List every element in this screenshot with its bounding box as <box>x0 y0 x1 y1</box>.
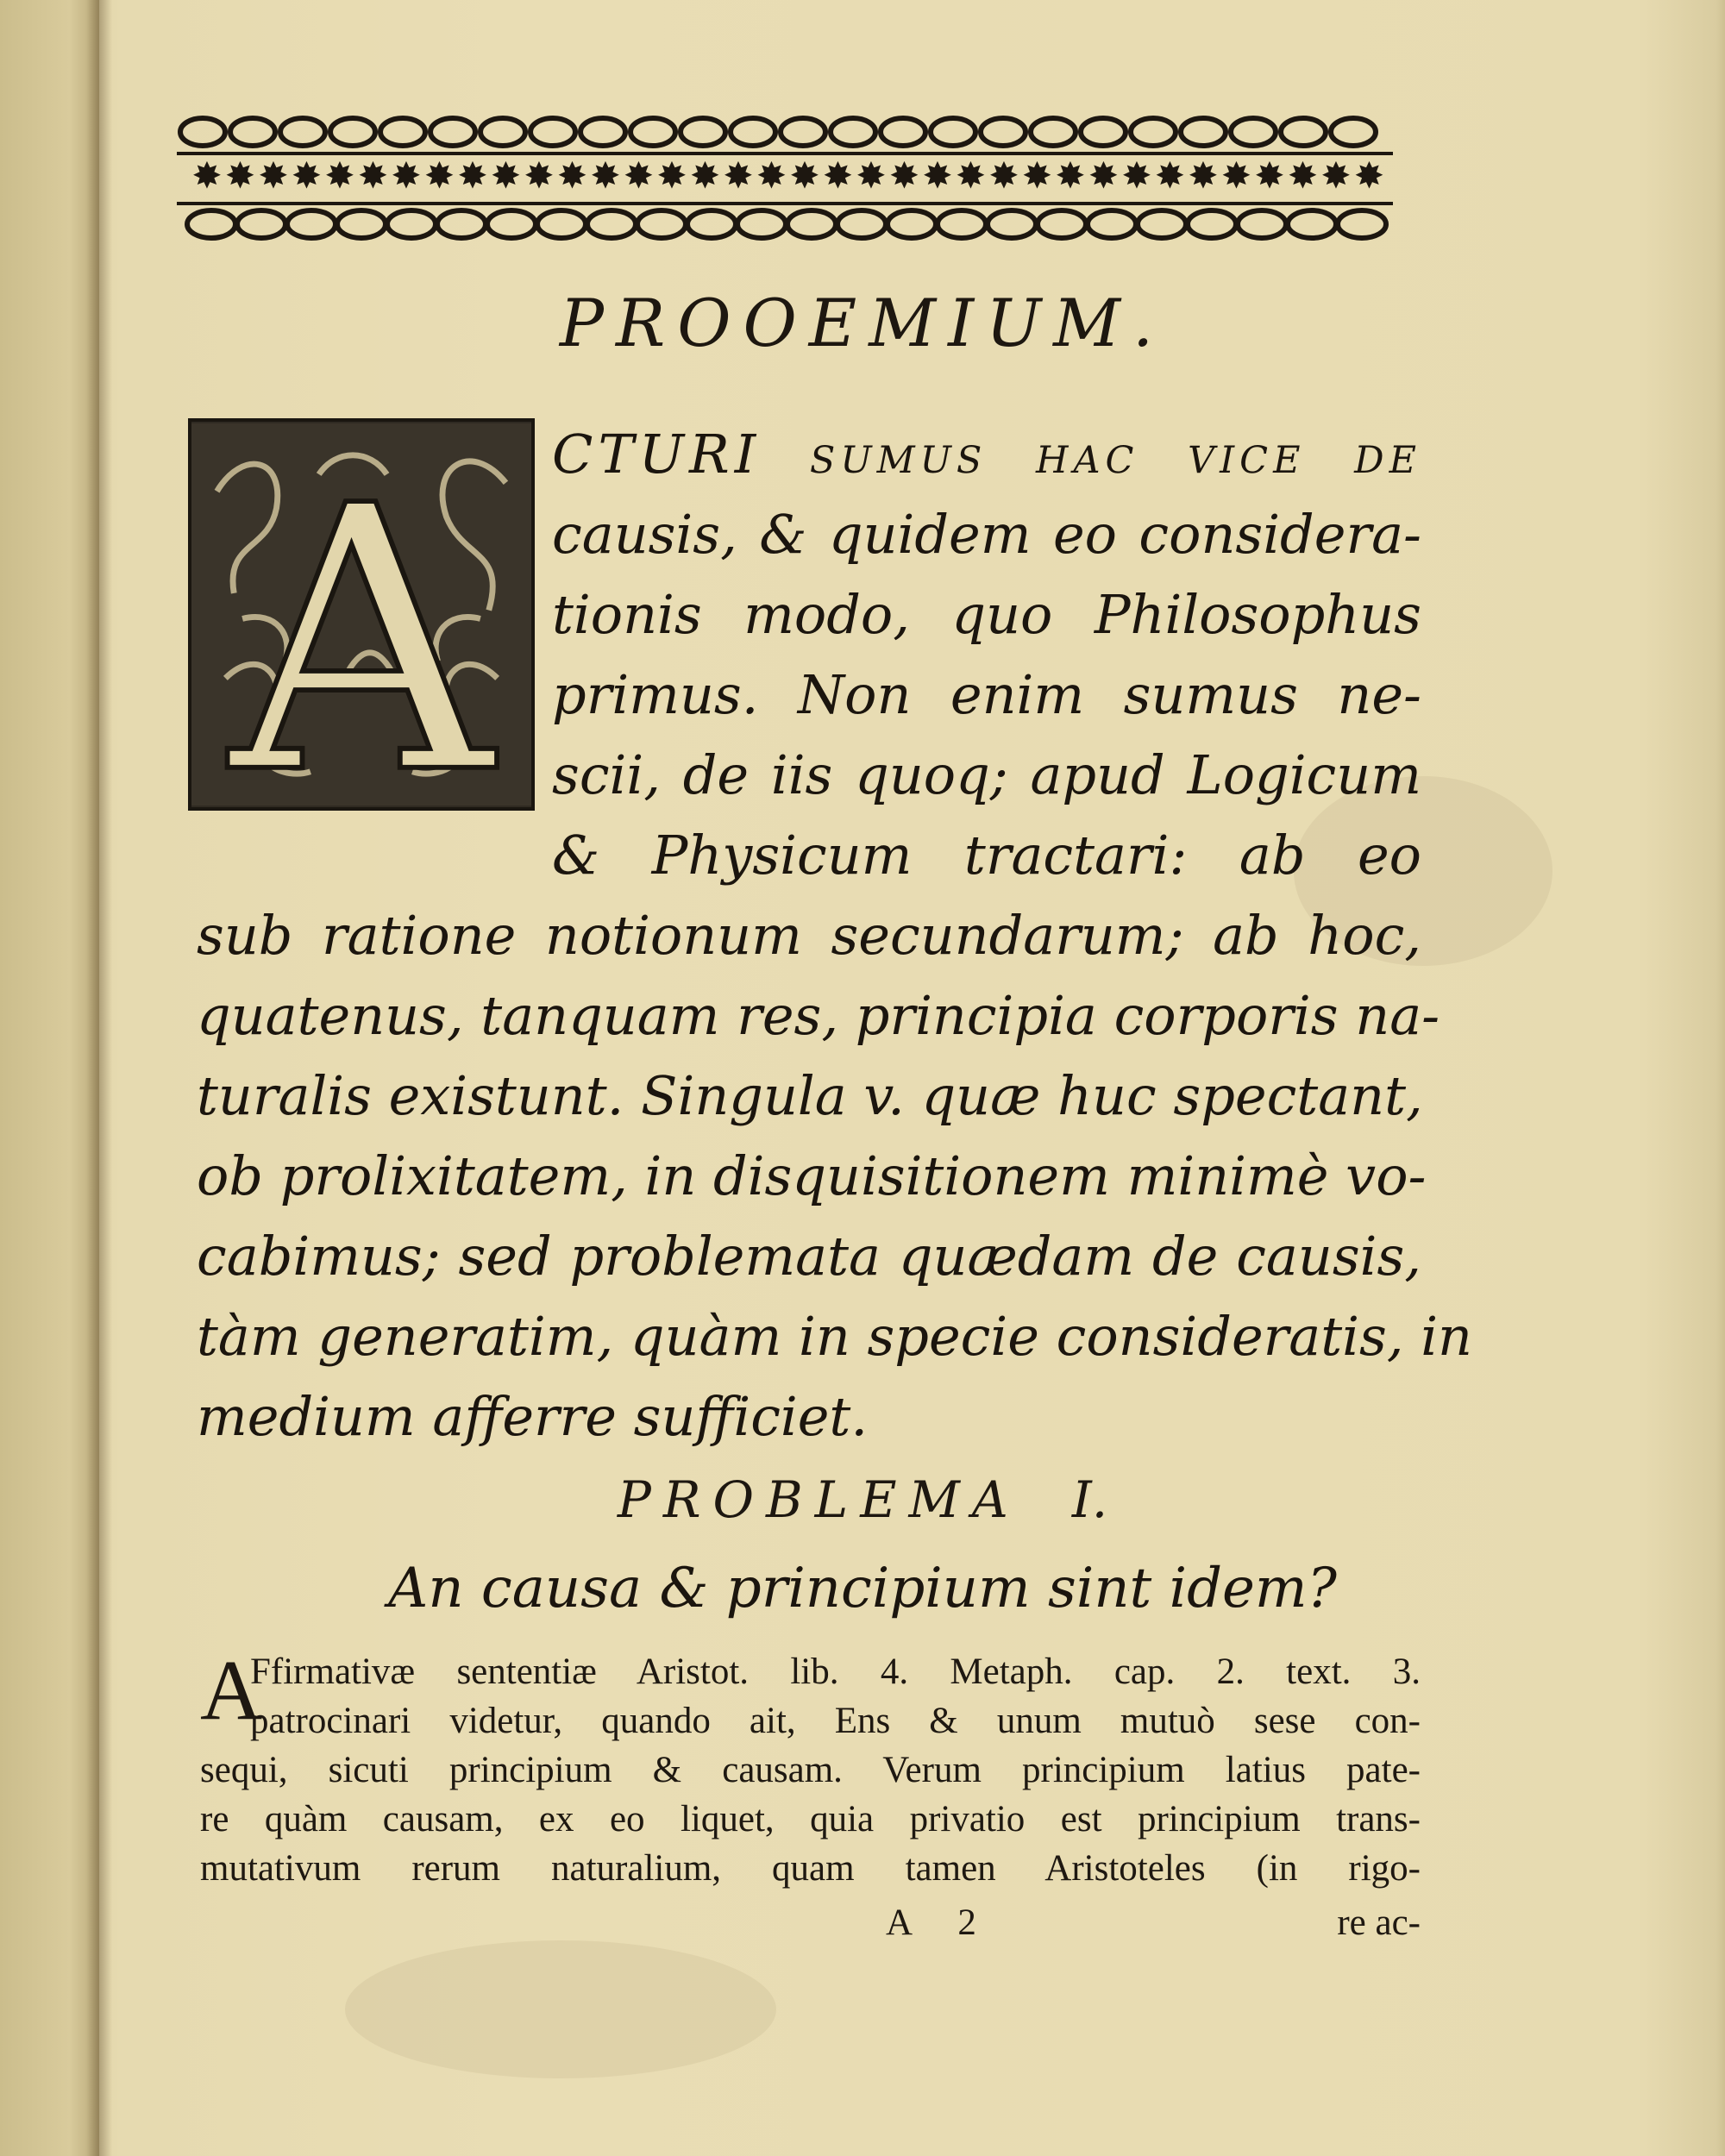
svg-text:✸: ✸ <box>922 154 953 197</box>
page-footer <box>200 1902 1421 1953</box>
text-line: & Physicum tractari: ab eo <box>552 824 1421 887</box>
prooemium-text <box>197 414 1472 1457</box>
signature-mark: A 2 <box>886 1902 995 1943</box>
body-text <box>200 1642 1421 1893</box>
svg-text:✸: ✸ <box>1154 154 1186 197</box>
problem-number: I. <box>1071 1470 1108 1529</box>
svg-text:✸: ✸ <box>1287 154 1319 197</box>
svg-text:✸: ✸ <box>1088 154 1120 197</box>
svg-text:✸: ✸ <box>224 154 256 197</box>
svg-text:✸: ✸ <box>291 154 323 197</box>
svg-text:✸: ✸ <box>490 154 522 197</box>
svg-text:✸: ✸ <box>191 154 223 197</box>
svg-text:✸: ✸ <box>1254 154 1285 197</box>
svg-text:✸: ✸ <box>955 154 987 197</box>
svg-text:✸: ✸ <box>423 154 455 197</box>
paper-stain <box>345 1940 776 2078</box>
svg-text:✸: ✸ <box>590 154 621 197</box>
svg-text:✸: ✸ <box>1188 154 1219 197</box>
svg-text:✸: ✸ <box>391 154 422 197</box>
text-line: tionis modo, quo Philosophus <box>552 583 1421 646</box>
text-line: cabimus; sed problemata quædam de causis, <box>197 1225 1421 1288</box>
svg-text:✸: ✸ <box>1320 154 1352 197</box>
svg-text:✸: ✸ <box>1121 154 1152 197</box>
svg-text:✸: ✸ <box>756 154 787 197</box>
svg-text:✸: ✸ <box>357 154 389 197</box>
svg-text:✸: ✸ <box>822 154 854 197</box>
text-line: sequi, sicuti principium & causam. Verum principium latius pate- <box>200 1750 1421 1790</box>
svg-text:✸: ✸ <box>1353 154 1385 197</box>
svg-text:✸: ✸ <box>623 154 655 197</box>
text-line: CTURI sumus hac vice de <box>552 423 1421 486</box>
problem-question: An causa & principium sint idem? <box>388 1557 1337 1620</box>
svg-text:✸: ✸ <box>723 154 754 197</box>
catchword: re ac- <box>1337 1902 1421 1943</box>
text-line: quatenus, tanquam res, principia corporis na- <box>197 984 1440 1047</box>
svg-text:✸: ✸ <box>258 154 289 197</box>
text-line: scii, de iis quoq; apud Logicum <box>552 743 1421 806</box>
body-drop-letter: A <box>200 1642 263 1738</box>
svg-text:✸: ✸ <box>1220 154 1252 197</box>
text-line: mutativum rerum naturalium, quam tamen Aristoteles (in rigo- <box>200 1848 1421 1889</box>
svg-text:✸: ✸ <box>1055 154 1086 197</box>
svg-text:✸: ✸ <box>988 154 1019 197</box>
svg-text:✸: ✸ <box>856 154 887 197</box>
svg-text:✸: ✸ <box>656 154 687 197</box>
svg-text:✸: ✸ <box>689 154 721 197</box>
page-title: PROOEMIUM. <box>559 285 1166 361</box>
text-line: sub ratione notionum secundarum; ab hoc, <box>197 904 1421 967</box>
text-line: patrocinari videtur, quando ait, Ens & unum mutuò sese con- <box>250 1701 1421 1741</box>
svg-text:✸: ✸ <box>524 154 555 197</box>
problem-heading <box>0 1470 1725 1529</box>
svg-text:A: A <box>229 428 493 807</box>
svg-text:✸: ✸ <box>457 154 488 197</box>
headpiece-ornament <box>177 102 1393 253</box>
svg-text:✸: ✸ <box>556 154 588 197</box>
text-line: causis, & quidem eo considera- <box>552 503 1421 566</box>
text-line: turalis existunt. Singula v. quæ huc spectant, <box>197 1064 1423 1127</box>
svg-text:✸: ✸ <box>789 154 820 197</box>
svg-text:✸: ✸ <box>888 154 920 197</box>
problem-label: PROBLEMA <box>617 1470 1020 1529</box>
text-line: re quàm causam, ex eo liquet, quia privatio est principium trans- <box>200 1799 1421 1839</box>
text-line: ob prolixitatem, in disquisitionem minimè vo- <box>197 1144 1427 1207</box>
text-line: medium afferre sufficiet. <box>197 1385 869 1448</box>
text-line: Ffirmativæ sententiæ Aristot. lib. 4. Metaph. cap. 2. text. 3. <box>250 1651 1421 1692</box>
svg-text:✸: ✸ <box>324 154 355 197</box>
text-line: tàm generatim, quàm in specie consideratis, in <box>197 1305 1472 1368</box>
svg-text:✸: ✸ <box>1021 154 1053 197</box>
text-line: primus. Non enim sumus ne- <box>552 663 1421 726</box>
